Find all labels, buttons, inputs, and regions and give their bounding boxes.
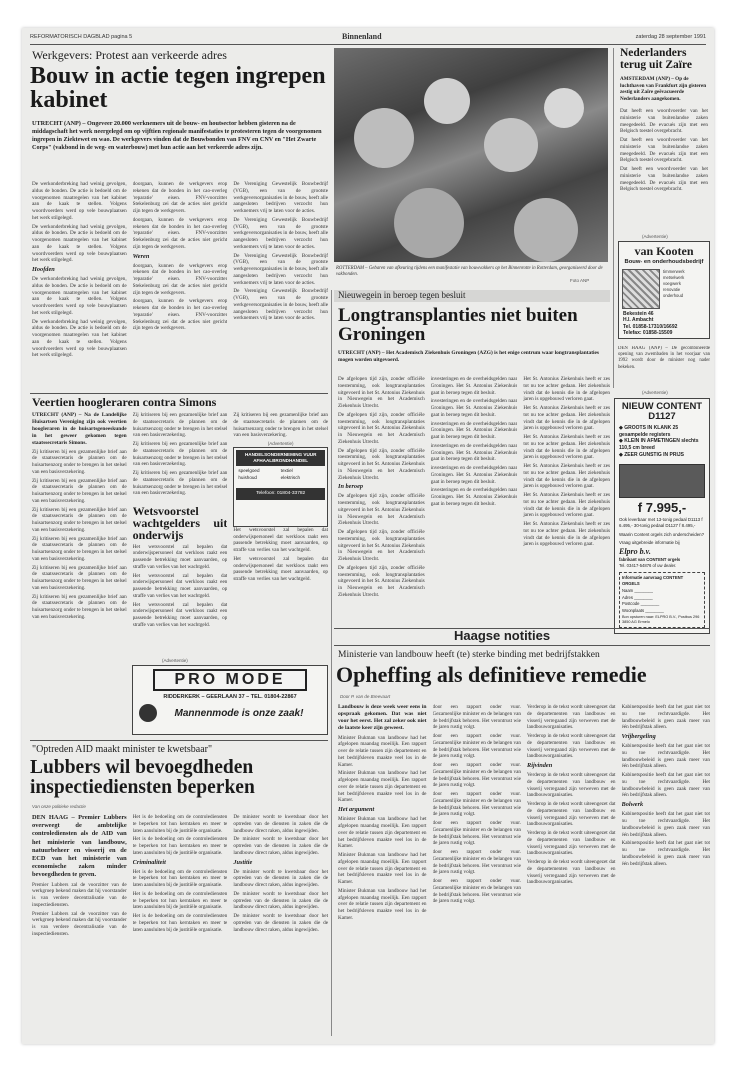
sidebar-lead: AMSTERDAM (ANP) – Op de luchthaven van Frankfurt zijn gisteren zestig uit Zaïre geëvacueerde Nederlanders aangekomen.: [620, 76, 707, 102]
promode-ad-label: (Advertentie): [162, 658, 188, 663]
story4-col1: DEN HAAG – Premier Lubbers overweegt de ambtelijke controlediensten als de AID van het ministerie van landbouw, natuurbeheer en visserij en de ECD van het ministerie van economische zaken minder bevoegdheden te geven. Premier Lubbers zal de voorzitter van de werkgroep bekend maken dat hij voorstander is van verdere decentralisatie van de inspectiediensten. Premier Lubbers zal de voorzitter van de werkgroep bekend maken dat hij voorstander is van verdere decentralisatie van de inspectiediensten.: [32, 814, 127, 937]
protest-photo: [334, 48, 608, 262]
vankooten-title: van Kooten: [634, 244, 694, 258]
afvalbrand-item: speelgoed: [238, 467, 260, 473]
story4-byline: Van onze politieke redactie: [32, 804, 86, 809]
vankooten-service: onderhoud: [663, 293, 684, 299]
photo-caption: ROTTERDAM – Gebaren van afkeuring tijdens een manifestatie van bouwvakkers op het Binnenrotte in Rotterdam, georganiseerd door de vakbonden.: [336, 266, 603, 277]
story3-headline: Wetsvoorstel wachtgelders uit onderwijs: [132, 504, 228, 543]
content-organ-ad: [614, 398, 710, 634]
vankooten-phone: Tel. 01858-17310/16692: [623, 323, 678, 330]
content-bullet: ◆ KLEIN IN AFMETINGEN slechts 110,5 cm breed: [619, 438, 699, 452]
organ-photo: [619, 464, 705, 498]
story1-headline: Bouw in actie tegen ingrepen kabinet: [30, 63, 326, 114]
sidebar-body: Dat heeft een woordvoerder van het ministerie van buitenlandse zaken meegedeeld. De evacués zijn met een Belgisch toestel overgebracht. Dat heeft een woordvoerder van het ministerie van buitenlandse zaken meegedeeld. De evacués zijn met een Belgisch toestel overgebracht. Dat heeft een woordvoerder van het ministerie van buitenlandse zaken meegedeeld. De evacués zijn met een Belgisch toestel overgebracht.: [620, 108, 708, 193]
story6-subhead-3: Rijvinden: [527, 762, 553, 769]
story4-subhead-1: Criminaliteit: [132, 858, 166, 866]
afvalbrand-ad-label: (Advertentie): [267, 441, 294, 446]
elpro-phone: Tel. 03417-54876 of uw dealer.: [619, 562, 677, 568]
story5-col2: investeringen en de overheidsgelden naar Groningen. Het St. Antonius Ziekenhuis gaat in beroep tegen dit besluit. investeringen en de overheidsgelden naar Groningen. Het St. Antonius Ziekenhuis gaat in beroep tegen dit besluit. investeringen en de overheidsgelden naar Groningen. Het St. Antonius Ziekenhuis gaat in beroep tegen dit besluit. investeringen en de overheidsgelden naar Groningen. Het St. Antonius Ziekenhuis gaat in beroep tegen dit besluit. investeringen en de overheidsgelden naar Groningen. Het St. Antonius Ziekenhuis gaat in beroep tegen dit besluit. investeringen en de overheidsgelden naar Groningen. Het St. Antonius Ziekenhuis gaat in beroep tegen dit besluit.: [430, 376, 518, 507]
house-drawing-icon: [622, 269, 660, 309]
coupon-field-postcode: Postcode ________: [622, 601, 660, 607]
story1-subhead-1: Hoofden: [32, 266, 55, 273]
story5-lead: UTRECHT (ANP) – Het Academisch Ziekenhuis Groningen (AZG) is het enige centrum waar longtransplantaties mogen worden uitgevoerd.: [338, 350, 599, 363]
coupon-field-address: Adres ________: [622, 594, 653, 600]
photo-credit: Foto ANP: [570, 278, 590, 283]
content-ad-label: (Advertentie): [642, 390, 668, 395]
promode-address: RIDDERKERK – GEERLAAN 37 – TEL. 01804-22867: [163, 694, 297, 700]
story4-col2: Het is de bedoeling om de controlediensten te beperken tot hun kerntaken en meer te laten aansluiten bij de justitiële organisatie. Het is de bedoeling om de controlediensten te beperken tot hun kerntaken en meer te laten aansluiten bij de justitiële organisatie. Criminaliteit Het is de bedoeling om de controlediensten te beperken tot hun kerntaken en meer te laten aansluiten bij de justitiële organisatie. Het is de bedoeling om de controlediensten te beperken tot hun kerntaken en meer te laten aansluiten bij de justitiële organisatie. Het is de bedoeling om de controlediensten te beperken tot hun kerntaken en meer te laten aansluiten bij de justitiële organisatie.: [132, 814, 228, 933]
vankooten-service: voegwerk: [663, 281, 681, 287]
promode-slogan: Mannenmode is onze zaak!: [174, 707, 304, 719]
afvalbrand-ad-title: HANDELSONDERNEMING VUUR AFHAALBRONDHANDEL: [236, 450, 325, 466]
sidebar-note: DEN HAAG (ANP) – De gecombineerde opening van zwembaden in het voorjaar van 1992 wordt door de minister nog nader bekeken.: [618, 346, 710, 370]
section-title: Binnenland: [342, 32, 382, 41]
story2-col3: Zij kritiseren bij een gezamenlijke brief aan de staatssecretaris de plannen om de huisartsenzorg onder te brengen in het stelsel van een basisverzekering. (Advertentie) HANDELSONDERNEMING VUUR AFHAALBRONDHANDEL speelgoed textiel huishoud elektrisch Telefoon: 01804-33782 Het wetsvoorstel zal bepalen dat onderwijspersoneel dat werkloos raakt een passende betrekking moet aanvaarden, op straffe van verlies van het wachtgeld. Het wetsvoorstel zal bepalen dat onderwijspersoneel dat werkloos raakt een passende betrekking moet aanvaarden, op straffe van verlies van het wachtgeld.: [233, 412, 329, 583]
afvalbrand-item: huishoud: [238, 474, 257, 480]
story5-subhead: In beroep: [338, 483, 364, 491]
story4-headline: Lubbers wil bevoegdheden inspectiediensten beperken: [30, 757, 255, 798]
elpro-tagline: fabrikant van CONTENT orgels: [619, 556, 681, 562]
vankooten-service: renovatie: [663, 287, 681, 293]
elpro-logo: Elpro b.v.: [619, 546, 651, 556]
vankooten-city: H.I. Ambacht: [623, 317, 654, 324]
story6-body: [338, 704, 710, 1034]
info-coupon: [619, 572, 705, 628]
content-ad-price: f 7.995,-: [637, 499, 687, 515]
vankooten-service: metselwerk: [663, 275, 685, 281]
content-ad-question: Waarin Content orgels zich onderscheiden?: [619, 531, 705, 537]
content-bullet: ◆ ZEER GUNSTIG IN PRIJS: [619, 451, 684, 458]
story1-kicker: Werkgevers: Protest aan verkeerde adres: [32, 48, 227, 62]
coupon-field-name: Naam ________: [622, 587, 653, 593]
content-ad-cta: Vraag uitgebreide informatie bij: [619, 539, 680, 545]
page-date: zaterdag 28 september 1991: [635, 34, 706, 40]
publication-label: REFORMATORISCH DAGBLAD pagina 5: [30, 34, 133, 40]
sidebar-ad-label: (Advertentie): [642, 234, 668, 239]
vankooten-service: timmerwerk: [663, 268, 685, 274]
story1-col3: De Vereniging Gewestelijk Bouwbedrijf (VGB), een van de grootste werkgeversorganisaties in de bouw, heeft alle aangesloten bedrijven verzocht hun werknemers vrij te laten voor de acties. De Vereniging Gewestelijk Bouwbedrijf (VGB), een van de grootste werkgeversorganisaties in de bouw, heeft alle aangesloten bedrijven verzocht hun werknemers vrij te laten voor de acties. De Vereniging Gewestelijk Bouwbedrijf (VGB), een van de grootste werkgeversorganisaties in de bouw, heeft alle aangesloten bedrijven verzocht hun werknemers vrij te laten voor de acties. De Vereniging Gewestelijk Bouwbedrijf (VGB), een van de grootste werkgeversorganisaties in de bouw, heeft alle aangesloten bedrijven verzocht hun werknemers vrij te laten voor de acties.: [233, 181, 329, 322]
haagse-notities-title: Haagse notities: [454, 628, 551, 643]
story5-col3: Het St. Antonius Ziekenhuis heeft er zes tot nu toe achter gedaan. Het ziekenhuis vindt dat de kennis die in de afgelopen jaren is opgebouwd verloren gaat. Het St. Antonius Ziekenhuis heeft er zes tot nu toe achter gedaan. Het ziekenhuis vindt dat de kennis die in de afgelopen jaren is opgebouwd verloren gaat. Het St. Antonius Ziekenhuis heeft er zes tot nu toe achter gedaan. Het ziekenhuis vindt dat de kennis die in de afgelopen jaren is opgebouwd verloren gaat. Het St. Antonius Ziekenhuis heeft er zes tot nu toe achter gedaan. Het ziekenhuis vindt dat de kennis die in de afgelopen jaren is opgebouwd verloren gaat. Het St. Antonius Ziekenhuis heeft er zes tot nu toe achter gedaan. Het ziekenhuis vindt dat de kennis die in de afgelopen jaren is opgebouwd verloren gaat. Het St. Antonius Ziekenhuis heeft er zes tot nu toe achter gedaan. Het ziekenhuis vindt dat de kennis die in de afgelopen jaren is opgebouwd verloren gaat.: [523, 376, 611, 548]
coupon-footer: Bon opsturen naar: ELPRO B.V., Postbus 296 3850 AG Ermelo: [622, 614, 700, 624]
story1-col2: doorgaan, kunnen de werkgevers erop rekenen dat de bonden in het cao-overleg 'reparatie' eisen. FNV-voorzitter Stekelenburg zei dat de acties niet gericht zijn tegen de werkgevers. doorgaan, kunnen de werkgevers erop rekenen dat de bonden in het cao-overleg 'reparatie' eisen. FNV-voorzitter Stekelenburg zei dat de acties niet gericht zijn tegen de werkgevers. Weren doorgaan, kunnen de werkgevers erop rekenen dat de bonden in het cao-overleg 'reparatie' eisen. FNV-voorzitter Stekelenburg zei dat de acties niet gericht zijn tegen de werkgevers. doorgaan, kunnen de werkgevers erop rekenen dat de bonden in het cao-overleg 'reparatie' eisen. FNV-voorzitter Stekelenburg zei dat de acties niet gericht zijn tegen de werkgevers.: [132, 181, 228, 332]
vankooten-address: Bekestein 46: [623, 310, 654, 317]
story6-col4: Kabinetspositie heeft dat het gaat niet tot nu toe rechtvaardigde. Het landbouwbeleid is geen zaak meer van één bedrijfstak alleen. Vrijbergeling Kabinetspositie heeft dat het gaat niet tot nu toe rechtvaardigde. Het landbouwbeleid is geen zaak meer van één bedrijfstak alleen. Kabinetspositie heeft dat het gaat niet tot nu toe rechtvaardigde. Het landbouwbeleid is geen zaak meer van één bedrijfstak alleen. Bolwerk Kabinetspositie heeft dat het gaat niet tot nu toe rechtvaardigde. Het landbouwbeleid is geen zaak meer van één bedrijfstak alleen. Kabinetspositie heeft dat het gaat niet tot nu toe rechtvaardigde. Het landbouwbeleid is geen zaak meer van één bedrijfstak alleen.: [621, 704, 710, 867]
story6-subhead-4: Bolwerk: [621, 801, 644, 809]
afvalbrand-ad: [233, 447, 328, 527]
sidebar-headline: Nederlanders terug uit Zaïre: [620, 47, 692, 71]
story5-kicker: Nieuwegein in beroep tegen besluit: [338, 290, 466, 300]
vankooten-subtitle: Bouw- en onderhoudsbedrijf: [624, 259, 704, 265]
content-bullet: ◆ GROOTS IN KLANK 25 gesampelde registers: [619, 424, 679, 438]
afvalbrand-item: elektrisch: [280, 474, 301, 480]
story1-lead: UTRECHT (ANP) – Ongeveer 20.000 werknemers uit de bouw- en houtsector hebben gisteren na de middagschaft het werk neergelegd om op vijftien regionale manifestaties te protesteren tegen de voorgenomen ingrepen in Ziektewet en wao. De werkgevers vinden dat de Bouwbonden van FNV en CNV en "Het Zwarte Corps" (vakbond in de weg- en waterbouw) met hun actie aan het verkeerde adres zijn.: [32, 120, 322, 151]
story2-headline: Veertien hoogleraren contra Simons: [32, 395, 217, 409]
coupon-field-city: Woonplaats ________: [622, 608, 664, 614]
vankooten-ad: [618, 241, 710, 339]
vankooten-fax: Telefax: 01858-15509: [623, 330, 673, 337]
promode-ad: [132, 665, 328, 735]
story6-kicker: Ministerie van landbouw heeft (te) sterke binding met bedrijfstakken: [338, 650, 600, 660]
content-ad-body: Ook leverbaar met 13-tonig pedaal D1113 f 6.495,- 30-tonig pedaal D1127 f 8.495,-: [619, 516, 703, 528]
story6-col1: Landbouw is deze week weer eens in opspraak gekomen. Dat was niet voor het eerst. Het zal zeker ook niet de laatste keer zijn geweest. Minister Bukman van landbouw had het afgelopen maandag moeilijk. Een rapport over de relatie tussen zijn departement en het bedrijfsleven maakte veel los in de Kamer. Minister Bukman van landbouw had het afgelopen maandag moeilijk. Een rapport over de relatie tussen zijn departement en het bedrijfsleven maakte veel los in de Kamer. Het argument Minister Bukman van landbouw had het afgelopen maandag moeilijk. Een rapport over de relatie tussen zijn departement en het bedrijfsleven maakte veel los in de Kamer. Minister Bukman van landbouw had het afgelopen maandag moeilijk. Een rapport over de relatie tussen zijn departement en het bedrijfsleven maakte veel los in de Kamer. Minister Bukman van landbouw had het afgelopen maandag moeilijk. Een rapport over de relatie tussen zijn departement en het bedrijfsleven maakte veel los in de Kamer.: [338, 704, 427, 921]
story5-headline: Longtransplanties niet buiten Groningen: [338, 305, 578, 346]
promode-title: PRO MODE: [153, 669, 307, 691]
coupon-title: Informatie aanvraag CONTENT ORGELS: [622, 574, 684, 587]
story5-col1: De afgelopen tijd zijn, zonder officiële toestemming, ook longtransplantaties uitgevoerd in het St. Antonius Ziekenhuis in Nieuwegein en het Academisch Ziekenhuis Utrecht. De afgelopen tijd zijn, zonder officiële toestemming, ook longtransplantaties uitgevoerd in het St. Antonius Ziekenhuis in Nieuwegein en het Academisch Ziekenhuis Utrecht. De afgelopen tijd zijn, zonder officiële toestemming, ook longtransplantaties uitgevoerd in het St. Antonius Ziekenhuis in Nieuwegein en het Academisch Ziekenhuis Utrecht. In beroep De afgelopen tijd zijn, zonder officiële toestemming, ook longtransplantaties uitgevoerd in het St. Antonius Ziekenhuis in Nieuwegein en het Academisch Ziekenhuis Utrecht. De afgelopen tijd zijn, zonder officiële toestemming, ook longtransplantaties uitgevoerd in het St. Antonius Ziekenhuis in Nieuwegein en het Academisch Ziekenhuis Utrecht. De afgelopen tijd zijn, zonder officiële toestemming, ook longtransplantaties uitgevoerd in het St. Antonius Ziekenhuis in Nieuwegein en het Academisch Ziekenhuis Utrecht.: [338, 376, 425, 598]
story1-body: [32, 181, 328, 389]
promode-logo-icon: [139, 704, 157, 722]
story1-subhead-2: Weren: [132, 252, 150, 260]
newspaper-page: [22, 28, 714, 1044]
story2-col2: Zij kritiseren bij een gezamenlijke brief aan de staatssecretaris de plannen om de huisartsenzorg onder te brengen in het stelsel van een basisverzekering. Zij kritiseren bij een gezamenlijke brief aan de staatssecretaris de plannen om de huisartsenzorg onder te brengen in het stelsel van een basisverzekering. Zij kritiseren bij een gezamenlijke brief aan de staatssecretaris de plannen om de huisartsenzorg onder te brengen in het stelsel van een basisverzekering. Wetsvoorstel wachtgelders uit onderwijs Het wetsvoorstel zal bepalen dat onderwijspersoneel dat werkloos raakt een passende betrekking moet aanvaarden, op straffe van verlies van het wachtgeld. Het wetsvoorstel zal bepalen dat onderwijspersoneel dat werkloos raakt een passende betrekking moet aanvaarden, op straffe van verlies van het wachtgeld. Het wetsvoorstel zal bepalen dat onderwijspersoneel dat werkloos raakt een passende betrekking moet aanvaarden, op straffe van verlies van het wachtgeld.: [132, 412, 228, 628]
story6-subhead-1: Het argument: [338, 806, 375, 814]
afvalbrand-item: textiel: [280, 467, 293, 473]
story4-col3: De minister wordt te kwetsbaar door het optreden van de diensten in zaken die de landbouw direct raken, aldus ingewijden. De minister wordt te kwetsbaar door het optreden van de diensten in zaken die de landbouw direct raken, aldus ingewijden. Justitie De minister wordt te kwetsbaar door het optreden van de diensten in zaken die de landbouw direct raken, aldus ingewijden. De minister wordt te kwetsbaar door het optreden van de diensten in zaken die de landbouw direct raken, aldus ingewijden. De minister wordt te kwetsbaar door het optreden van de diensten in zaken die de landbouw direct raken, aldus ingewijden.: [233, 814, 329, 933]
story2-body: [32, 412, 328, 662]
content-ad-title: NIEUW CONTENT D1127: [621, 401, 703, 422]
story6-headline: Opheffing als definitieve remedie: [336, 662, 647, 687]
story4-body: [32, 814, 328, 1036]
story4-subhead-2: Justitie: [233, 858, 253, 866]
story2-col1: UTRECHT (ANP) – Na de Landelijke Huisartsen Vereniging zijn ook veertien hoogleraren in de huisartsgeneeskunde in het geweer gekomen tegen staatssecretaris Simons. Zij kritiseren bij een gezamenlijke brief aan de staatssecretaris de plannen om de huisartsenzorg onder te brengen in het stelsel van een basisverzekering. Zij kritiseren bij een gezamenlijke brief aan de staatssecretaris de plannen om de huisartsenzorg onder te brengen in het stelsel van een basisverzekering. Zij kritiseren bij een gezamenlijke brief aan de staatssecretaris de plannen om de huisartsenzorg onder te brengen in het stelsel van een basisverzekering. Zij kritiseren bij een gezamenlijke brief aan de staatssecretaris de plannen om de huisartsenzorg onder te brengen in het stelsel van een basisverzekering. Zij kritiseren bij een gezamenlijke brief aan de staatssecretaris de plannen om de huisartsenzorg onder te brengen in het stelsel van een basisverzekering. Zij kritiseren bij een gezamenlijke brief aan de staatssecretaris de plannen om de huisartsenzorg onder te brengen in het stelsel van een basisverzekering.: [32, 412, 127, 620]
story6-subhead-2: Vrijbergeling: [621, 733, 656, 740]
story6-byline: Door P. van de Breevaart: [340, 694, 391, 699]
afvalbrand-phone: Telefoon: 01804-33782: [236, 488, 325, 500]
story6-col3: Verderop in de tekst wordt uiteengezet dat de departementen van landbouw en visserij verregaand zijn verweven met de landbouworganisaties. Verderop in de tekst wordt uiteengezet dat de departementen van landbouw en visserij verregaand zijn verweven met de landbouworganisaties. Rijvinden Verderop in de tekst wordt uiteengezet dat de departementen van landbouw en visserij verregaand zijn verweven met de landbouworganisaties. Verderop in de tekst wordt uiteengezet dat de departementen van landbouw en visserij verregaand zijn verweven met de landbouworganisaties. Verderop in de tekst wordt uiteengezet dat de departementen van landbouw en visserij verregaand zijn verweven met de landbouworganisaties. Verderop in de tekst wordt uiteengezet dat de departementen van landbouw en visserij verregaand zijn verweven met de landbouworganisaties.: [527, 704, 616, 886]
story4-kicker: "Optreden AID maakt minister te kwetsbaar": [32, 744, 213, 755]
story6-col2: door een rapport onder vuur. Gezamenlijke minister en de belangen van de bedrijfstak behoren. Het verontrust wie de jaren rustig volgt. door een rapport onder vuur. Gezamenlijke minister en de belangen van de bedrijfstak behoren. Het verontrust wie de jaren rustig volgt. door een rapport onder vuur. Gezamenlijke minister en de belangen van de bedrijfstak behoren. Het verontrust wie de jaren rustig volgt. door een rapport onder vuur. Gezamenlijke minister en de belangen van de bedrijfstak behoren. Het verontrust wie de jaren rustig volgt. door een rapport onder vuur. Gezamenlijke minister en de belangen van de bedrijfstak behoren. Het verontrust wie de jaren rustig volgt. door een rapport onder vuur. Gezamenlijke minister en de belangen van de bedrijfstak behoren. Het verontrust wie de jaren rustig volgt. door een rapport onder vuur. Gezamenlijke minister en de belangen van de bedrijfstak behoren. Het verontrust wie de jaren rustig volgt.: [432, 704, 521, 905]
story1-col1: De werkonderbreking had weinig gevolgen, aldus de bonden. De actie is bedoeld om de voorgenomen maatregelen van het kabinet aan de kaak te stellen. Volgens woordvoerders werd op vele bouwplaatsen het werk stilgelegd. De werkonderbreking had weinig gevolgen, aldus de bonden. De actie is bedoeld om de voorgenomen maatregelen van het kabinet aan de kaak te stellen. Volgens woordvoerders werd op vele bouwplaatsen het werk stilgelegd. Hoofden De werkonderbreking had weinig gevolgen, aldus de bonden. De actie is bedoeld om de voorgenomen maatregelen van het kabinet aan de kaak te stellen. Volgens woordvoerders werd op vele bouwplaatsen het werk stilgelegd. De werkonderbreking had weinig gevolgen, aldus de bonden. De actie is bedoeld om de voorgenomen maatregelen van het kabinet aan de kaak te stellen. Volgens woordvoerders werd op vele bouwplaatsen het werk stilgelegd.: [32, 181, 127, 359]
